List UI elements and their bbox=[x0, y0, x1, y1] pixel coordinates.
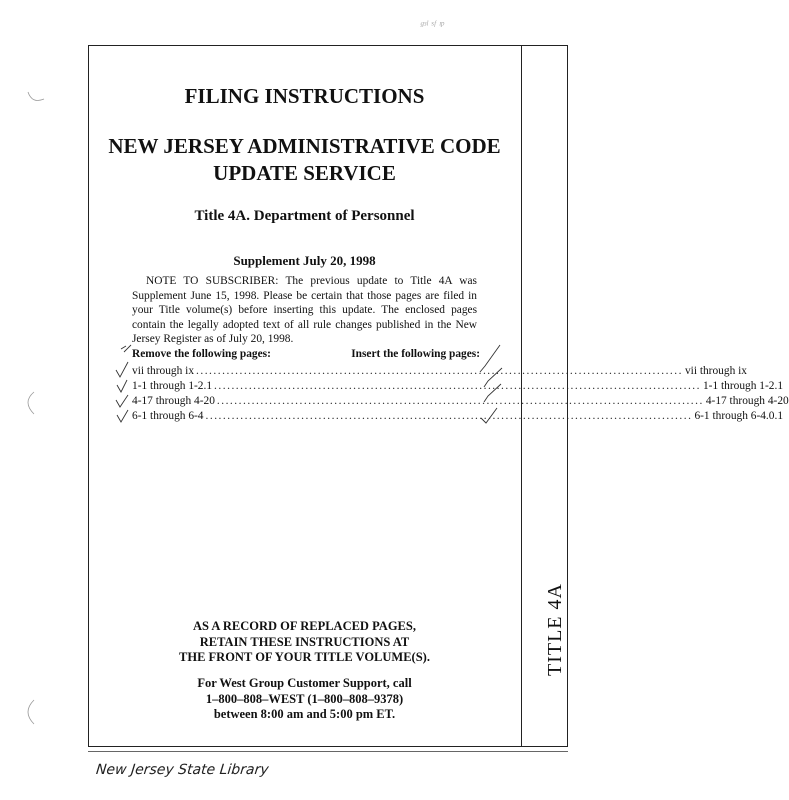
remove-pages-header: Remove the following pages: bbox=[132, 348, 271, 360]
support-line2: 1–800–808–WEST (1–800–808–9378) bbox=[205, 691, 404, 706]
handwritten-scribble: ᵍᵌˡ ˢᶠ ᶦᵖ bbox=[420, 18, 444, 32]
insert-range: 1-1 through 1-2.1 bbox=[702, 380, 784, 392]
insert-range: 4-17 through 4-20 bbox=[705, 395, 789, 407]
dot-leader: ................................................................................................................ bbox=[216, 395, 704, 407]
dot-leader: ................................................................................................................ bbox=[196, 365, 683, 377]
bottom-rule bbox=[88, 751, 568, 752]
table-row bbox=[132, 409, 784, 424]
page-title: FILING INSTRUCTIONS bbox=[184, 84, 425, 108]
binder-hole-icon bbox=[28, 392, 34, 414]
record-notice bbox=[88, 619, 521, 666]
record-notice-line3: THE FRONT OF YOUR TITLE VOLUME(S). bbox=[179, 650, 430, 664]
record-notice-line1: AS A RECORD OF REPLACED PAGES, bbox=[193, 619, 416, 633]
subscriber-note-text: NOTE TO SUBSCRIBER: The previous update to Title 4A was Supplement June 15, 1998. Please be certain that those pages are filed in your Title volume(s) before inserting this update. The enclosed pages contain the legally adopted text of all rule changes published in the New Jersey Register as of July 20, 1998. bbox=[132, 275, 477, 345]
support-line3: between 8:00 am and 5:00 pm ET. bbox=[213, 707, 396, 721]
library-stamp: New Jersey State Library bbox=[95, 762, 270, 778]
remove-range: vii through ix bbox=[132, 365, 195, 377]
table-row bbox=[132, 394, 789, 409]
binder-hole-icon bbox=[28, 700, 34, 724]
remove-range: 6-1 through 6-4 bbox=[132, 410, 204, 422]
code-title-line2: UPDATE SERVICE bbox=[213, 161, 396, 185]
code-title-line1: NEW JERSEY ADMINISTRATIVE CODE bbox=[108, 134, 501, 158]
table-row bbox=[132, 364, 747, 379]
insert-range: vii through ix bbox=[684, 365, 747, 377]
dot-leader: ................................................................................................................ bbox=[205, 410, 693, 422]
insert-range: 6-1 through 6-4.0.1 bbox=[694, 410, 784, 422]
title-tab-label: TITLE 4A bbox=[544, 583, 566, 676]
supplement-date: Supplement July 20, 1998 bbox=[233, 253, 376, 268]
customer-support-notice bbox=[88, 676, 521, 723]
binder-hole-icon bbox=[28, 92, 44, 100]
insert-pages-header: Insert the following pages: bbox=[351, 348, 480, 360]
record-notice-line2: RETAIN THESE INSTRUCTIONS AT bbox=[199, 634, 410, 649]
remove-range: 1-1 through 1-2.1 bbox=[132, 380, 213, 392]
subscriber-note bbox=[132, 274, 477, 347]
dot-leader: ................................................................................................................ bbox=[214, 380, 701, 392]
code-title bbox=[88, 133, 521, 187]
remove-range: 4-17 through 4-20 bbox=[132, 395, 215, 407]
table-row bbox=[132, 379, 784, 394]
support-line1: For West Group Customer Support, call bbox=[197, 676, 412, 690]
department-heading: Title 4A. Department of Personnel bbox=[194, 208, 415, 224]
pages-table bbox=[132, 364, 789, 424]
